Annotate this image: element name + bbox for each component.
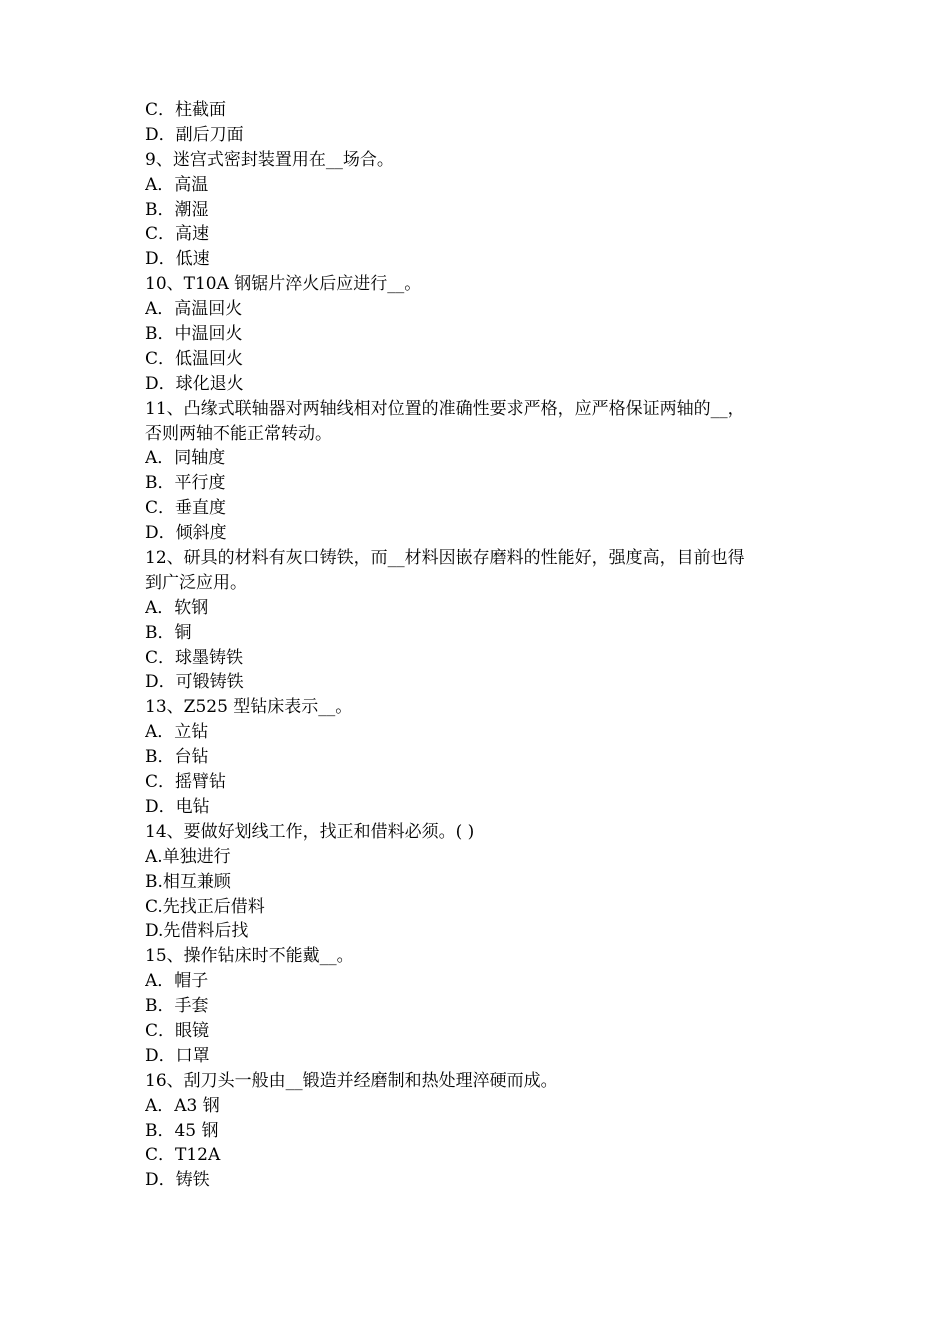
option-line: B．平行度 [145, 473, 226, 494]
option-line: C．T12A [145, 1145, 221, 1166]
option-line: B.相互兼顾 [145, 871, 231, 892]
option-line: B．手套 [145, 996, 209, 1017]
option-line: A．立钻 [145, 722, 209, 743]
option-line: B．台钻 [145, 747, 209, 768]
question-line: 9、迷宫式密封装置用在__场合。 [145, 149, 394, 170]
option-line: B．45 钢 [145, 1120, 219, 1141]
option-line: C．眼镜 [145, 1020, 210, 1041]
option-line: D．球化退火 [145, 373, 244, 394]
option-line: A．软钢 [145, 597, 209, 618]
option-line: D．可锻铸铁 [145, 672, 244, 693]
question-line: 11、凸缘式联轴器对两轴线相对位置的准确性要求严格，应严格保证两轴的__， [145, 398, 745, 419]
option-line: B．中温回火 [145, 324, 243, 345]
option-line: A．帽子 [145, 971, 209, 992]
option-line: C．球墨铸铁 [145, 647, 244, 668]
option-line: C．低温回火 [145, 348, 244, 369]
option-line: C．柱截面 [145, 100, 227, 120]
option-line: A．同轴度 [145, 448, 226, 469]
document-page [145, 98, 825, 1193]
option-line: A．高温 [145, 174, 209, 195]
question-line: 14、要做好划线工作，找正和借料必须。( ) [145, 821, 475, 842]
question-line: 12、研具的材料有灰口铸铁，而__材料因嵌存磨料的性能好，强度高，目前也得 [145, 548, 745, 569]
option-line: D．副后刀面 [145, 124, 244, 145]
option-line: D.先借料后找 [145, 921, 249, 942]
option-line: D．口罩 [145, 1045, 210, 1066]
option-line: A．高温回火 [145, 299, 243, 320]
option-line: C．摇臂钻 [145, 772, 227, 793]
option-line: A．A3 钢 [145, 1095, 220, 1116]
option-line: C.先找正后借料 [145, 896, 265, 917]
option-line: C．高速 [145, 224, 210, 245]
option-line: B．铜 [145, 622, 192, 643]
question-line: 16、刮刀头一般由__锻造并经磨制和热处理淬硬而成。 [145, 1070, 558, 1091]
question-line-continuation: 到广泛应用。 [145, 572, 247, 593]
option-line: D．电钻 [145, 796, 210, 817]
option-line: B．潮湿 [145, 199, 209, 220]
question-line-continuation: 否则两轴不能正常转动。 [145, 423, 332, 444]
option-line: A.单独进行 [145, 846, 231, 867]
option-line: C．垂直度 [145, 498, 227, 519]
question-line: 10、T10A 钢锯片淬火后应进行__。 [145, 274, 422, 295]
option-line: D．铸铁 [145, 1170, 210, 1191]
option-line: D．低速 [145, 249, 210, 270]
question-line: 15、操作钻床时不能戴__。 [145, 946, 354, 967]
question-line: 13、Z525 型钻床表示__。 [145, 697, 353, 718]
option-line: D．倾斜度 [145, 523, 227, 544]
